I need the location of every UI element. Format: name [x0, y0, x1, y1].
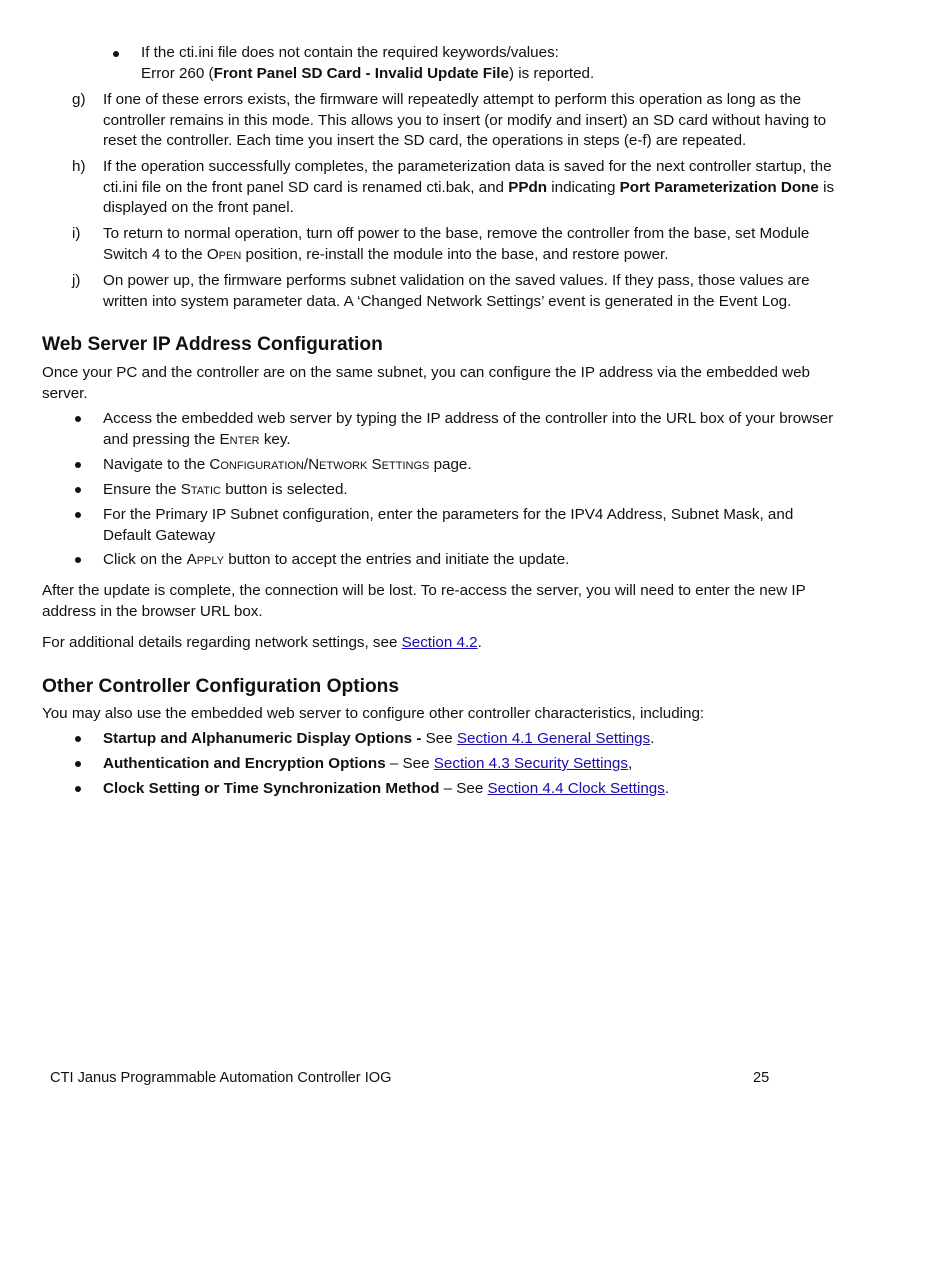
bullet-marker — [75, 512, 81, 518]
footer-page-number: 25 — [753, 1070, 770, 1086]
other-options-intro: You may also use the embedded web server to configure other controller characteristics, including: — [42, 705, 705, 722]
section-4-4-link[interactable]: Section 4.4 Clock Settings — [487, 780, 665, 797]
bullet-marker — [75, 462, 81, 468]
bullet-marker — [75, 487, 81, 493]
bullet-marker — [75, 557, 81, 563]
bullet-marker — [75, 736, 81, 742]
section-4-1-link[interactable]: Section 4.1 General Settings — [456, 730, 651, 747]
step-j-text: On power up, the firmware performs subnet validation on the saved values. If they pass, those values are written into system parameter data. A ‘Changed Network Settings’ event is generated in the Event Log. — [103, 272, 810, 310]
bullet-marker — [75, 761, 81, 767]
error-260-label: Front Panel SD Card - Invalid Update File — [213, 64, 509, 82]
other-options-heading: Other Controller Configuration Options — [42, 676, 400, 697]
web-server-heading: Web Server IP Address Configuration — [42, 334, 383, 355]
error-bullet: If the cti.ini file does not contain the required keywords/values: Error 260 (Front Panel SD Card - Invalid Update File) is reported. — [141, 44, 595, 82]
bullet-marker — [75, 416, 81, 422]
web-server-intro: Once your PC and the controller are on the same subnet, you can configure the IP address via the embedded web server. — [42, 364, 810, 402]
bullet-marker — [113, 51, 119, 57]
network-details-paragraph: For additional details regarding network settings, see Section 4.2. — [42, 634, 482, 651]
step-g-text: If one of these errors exists, the firmware will repeatedly attempt to perform this operation as long as the controller remains in this mode. This allows you to insert (or modify and insert) an SD card without having to reset the controller. Each time you insert the SD card, the operations in steps (e-f) are repeated. — [103, 91, 827, 150]
after-update-paragraph: After the update is complete, the connection will be lost. To re-access the server, you will need to enter the new IP address in the browser URL box. — [42, 582, 806, 620]
bullet-marker — [75, 786, 81, 792]
step-i-text: To return to normal operation, turn off power to the base, remove the controller from the base, set Module Switch 4 to the Open position, re-install the module into the base, and restore power. — [103, 225, 810, 263]
step-marker: j) — [72, 272, 81, 289]
error-bullet-line1: If the cti.ini file does not contain the required keywords/values: — [141, 44, 559, 61]
step-marker: i) — [72, 225, 81, 242]
footer-document-title: CTI Janus Programmable Automation Controller IOG — [50, 1070, 392, 1086]
step-marker: h) — [72, 158, 86, 175]
document-page: If the cti.ini file does not contain the required keywords/values: Error 260 (Front Panel SD Card - Invalid Update File) is reported. g) If one of these errors exists, the firmware will repeatedly attempt to perform this operation as long as the controller remains in this mode. This allows you to insert (or modify and insert) an SD card without having to reset the controller. Each time you insert the SD card, the operations in steps (e-f) are repeated. h) If the operation successfully completes, the parameterization data is saved for the next controller startup, the cti.ini file on the front panel SD card is renamed cti.bak, and PPdn indicating Port Parameterization Done is displayed on the front panel. i) To return to normal operation, turn off power to the base, remove the controller from the base, set Module Switch 4 to the Open position, re-install the module into the base, and restore power. j) On power up, the firmware performs subnet validation on the saved values. If they pass, those values are written into system parameter data. A ‘Changed Network Settings’ event is generated in the Event Log. Web Server IP Address Configuration Once your PC and the controller are on the same subnet, you can configure the IP address via the embedded web server. Access the embedded web server by typing the IP address of the controller into the URL box of your browser and pressing the Enter key. Navigate to the Configuration/Network Settings page. Ensure the Static button is selected. For the Primary IP Subnet configuration, enter the parameters for the IPV4 Address, Subnet Mask, and Default Gateway Click on the Apply button to accept the entries and initiate the update. After the update is complete, the connection will be lost. To re-access the server, you will need to enter the new IP address in the browser URL box. For additional details regarding network settings, see Section 4.2. Other Controller Configuration Options You may also use the embedded web server to configure other controller characteristics, including: Startup and Alphanumeric Display Options - See Section 4.1 General Settings. Authentication and Encryption Options – See Section 4.3 Security Settings, Clock Setting or Time Synchronization Method – See Section 4.4 Clock Settings. CTI Janus Programmable Automation Controller IOG 25 — [0, 0, 950, 1265]
section-4-2-link[interactable]: Section 4.2 — [401, 634, 478, 651]
step-marker: g) — [72, 91, 86, 108]
section-4-3-link[interactable]: Section 4.3 Security Settings — [433, 755, 628, 772]
step-h-text: If the operation successfully completes, the parameterization data is saved for the next controller startup, the cti.ini file on the front panel SD card is renamed cti.bak, and PPdn indicating Port Parameterization Done is displayed on the front panel. — [103, 158, 835, 217]
